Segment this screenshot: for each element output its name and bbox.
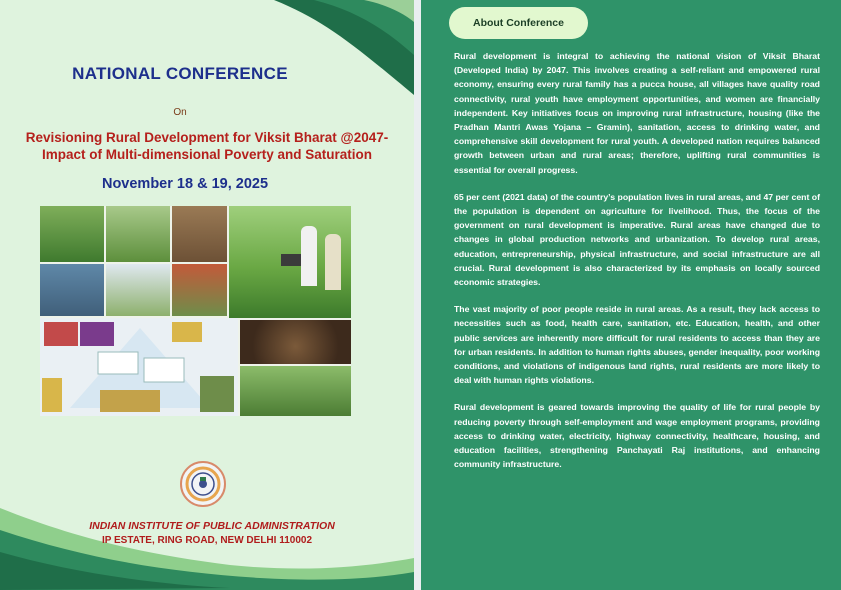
about-conference-label: About Conference (449, 7, 588, 39)
theme-line-2: Impact of Multi-dimensional Poverty and Saturation (41, 147, 373, 162)
collage-photo-seedling-hands (240, 320, 351, 364)
collage-photo-villagers (240, 366, 351, 416)
about-conference-body (454, 49, 820, 484)
collage-photo-tractor (172, 206, 227, 262)
iipa-emblem-icon (180, 461, 226, 507)
collage-photo-harvester (172, 264, 227, 316)
collage-photo-greenhouse (106, 264, 170, 316)
about-paragraph-3: The vast majority of poor people reside in rural areas. As a result, they lack access to necessities such as food, health care, sanitation, etc. Education, health, and other public services are inherently more difficult for rural residents to access than they are for urban residents. In addition to human rights abuses, gender inequality, poor working conditions, and violations of indigenous land rights, rural residents are more likely to deal with human rights violations. (454, 304, 820, 386)
rural-photo-collage (40, 206, 351, 416)
collage-photo-solar-panels (40, 264, 104, 316)
about-paragraph-2: 65 per cent (2021 data) of the country’s population lives in rural areas, and 47 per cent of the population is dependent on agriculture for livelihood. Thus, the focus of the government on rural development is imperative. Rural areas have changed due to changes in global production networks and urbanization. To develop rural areas, education, entrepreneurship, physical infrastructure, and social infrastructure are all crucial. Rural development is also characterized by its emphasis on locally sourced economic strategies. (454, 191, 820, 288)
collage-photo-farmers (106, 206, 170, 262)
institute-name: INDIAN INSTITUTE OF PUBLIC ADMINISTRATION (89, 520, 335, 532)
about-paragraph-4: Rural development is geared towards improving the quality of life for rural people by reducing poverty through self-employment and wage employment programs, providing access to drinking water, electricity, highway connectivity, healthcare, housing, and education facilities, strengthening Panchayati Raj institutions, and enhancing community infrastructure. (454, 402, 820, 470)
conference-heading: NATIONAL CONFERENCE (72, 64, 288, 83)
about-conference-page (421, 0, 841, 590)
top-right-wave-decoration (214, 0, 414, 110)
collage-photo-field (40, 206, 104, 262)
institute-address: IP ESTATE, RING ROAD, NEW DELHI 110002 (101, 535, 313, 546)
collage-smart-agriculture-diagram (40, 318, 238, 416)
brochure-cover-page (0, 0, 414, 590)
theme-line-1: Revisioning Rural Development for Viksit Bharat @2047- (25, 130, 389, 145)
collage-photo-field-officers (229, 206, 351, 318)
about-paragraph-1: Rural development is integral to achieving the national vision of Viksit Bharat (Developed India) by 2047. This involves creating a self-reliant and empowered rural economy, ensuring every rural family has a pucca house, all villages have quality road connectivity, rural youth have employment opportunities, and women are financially independent. Key initiatives focus on improving rural infrastructure, housing (like the Pradhan Mantri Awas Yojana – Gramin), sanitation, access to drinking water, and comprehensive skill development for rural youth. A developed nation requires balanced growth between urban and rural areas; therefore, uplifting rural communities is essential for overall progress. (454, 51, 820, 175)
on-label: On (173, 107, 187, 118)
conference-date: November 18 & 19, 2025 (101, 176, 269, 192)
conference-theme (0, 129, 414, 163)
page-divider (414, 0, 421, 590)
